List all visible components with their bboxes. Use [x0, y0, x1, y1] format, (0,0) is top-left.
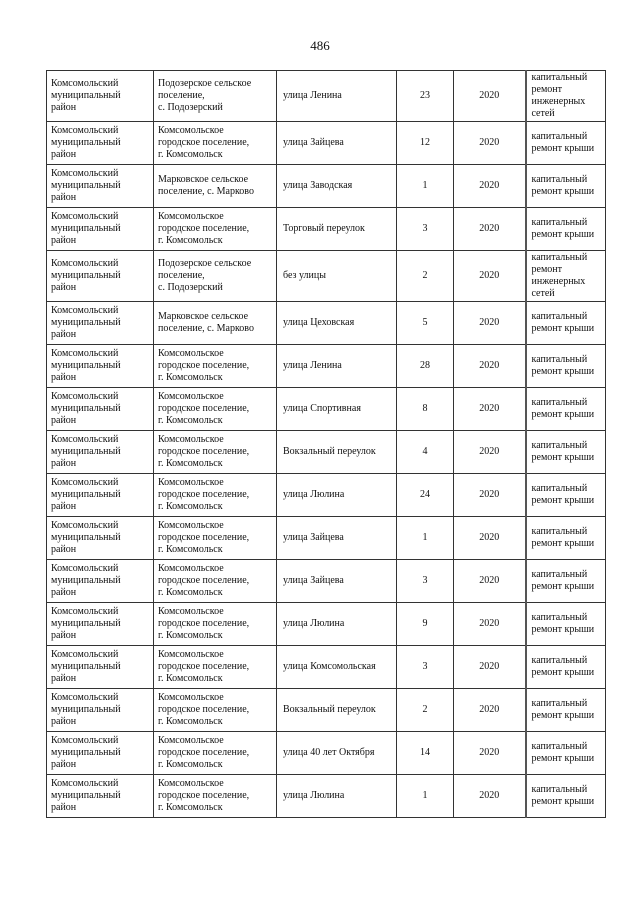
table-row — [47, 732, 606, 775]
cell-house: 23 — [397, 71, 454, 122]
cell-district: Комсомольский муниципальный район — [47, 474, 154, 517]
cell-work: капитальный ремонт крыши — [526, 775, 606, 818]
cell-work: капитальный ремонт крыши — [526, 165, 606, 208]
cell-street: улица Зайцева — [277, 560, 397, 603]
cell-settlement: Комсомольское городское поселение, г. Комсомольск — [154, 646, 277, 689]
cell-street: улица 40 лет Октября — [277, 732, 397, 775]
table-row — [47, 71, 606, 122]
cell-district: Комсомольский муниципальный район — [47, 345, 154, 388]
cell-street: улица Люлина — [277, 775, 397, 818]
cell-year: 2020 — [454, 388, 526, 431]
cell-street: улица Спортивная — [277, 388, 397, 431]
cell-work: капитальный ремонт крыши — [526, 474, 606, 517]
cell-street: улица Заводская — [277, 165, 397, 208]
cell-settlement: Комсомольское городское поселение, г. Комсомольск — [154, 603, 277, 646]
cell-work: капитальный ремонт инженерных сетей — [526, 251, 606, 302]
cell-street: Вокзальный переулок — [277, 431, 397, 474]
cell-settlement: Комсомольское городское поселение, г. Комсомольск — [154, 560, 277, 603]
cell-settlement: Подозерское сельское поселение, с. Подозерский — [154, 251, 277, 302]
cell-year: 2020 — [454, 603, 526, 646]
cell-settlement: Комсомольское городское поселение, г. Комсомольск — [154, 345, 277, 388]
table-row — [47, 165, 606, 208]
cell-street: улица Ленина — [277, 345, 397, 388]
cell-street: улица Люлина — [277, 603, 397, 646]
cell-year: 2020 — [454, 560, 526, 603]
table-row — [47, 388, 606, 431]
cell-street: улица Зайцева — [277, 122, 397, 165]
table-row — [47, 646, 606, 689]
cell-year: 2020 — [454, 474, 526, 517]
cell-house: 8 — [397, 388, 454, 431]
cell-district: Комсомольский муниципальный район — [47, 251, 154, 302]
cell-work: капитальный ремонт крыши — [526, 603, 606, 646]
cell-settlement: Комсомольское городское поселение, г. Комсомольск — [154, 732, 277, 775]
cell-street: улица Комсомольская — [277, 646, 397, 689]
cell-district: Комсомольский муниципальный район — [47, 775, 154, 818]
cell-street: улица Ленина — [277, 71, 397, 122]
cell-district: Комсомольский муниципальный район — [47, 302, 154, 345]
cell-street: улица Люлина — [277, 474, 397, 517]
table-row — [47, 251, 606, 302]
cell-house: 14 — [397, 732, 454, 775]
cell-work: капитальный ремонт крыши — [526, 302, 606, 345]
cell-house: 1 — [397, 775, 454, 818]
table-row — [47, 560, 606, 603]
cell-district: Комсомольский муниципальный район — [47, 208, 154, 251]
cell-work: капитальный ремонт крыши — [526, 732, 606, 775]
cell-year: 2020 — [454, 71, 526, 122]
cell-year: 2020 — [454, 689, 526, 732]
cell-street: улица Цеховская — [277, 302, 397, 345]
table-row — [47, 345, 606, 388]
table-row — [47, 208, 606, 251]
cell-district: Комсомольский муниципальный район — [47, 560, 154, 603]
cell-work: капитальный ремонт крыши — [526, 388, 606, 431]
table-row — [47, 517, 606, 560]
table-row — [47, 689, 606, 732]
cell-year: 2020 — [454, 208, 526, 251]
cell-work: капитальный ремонт крыши — [526, 560, 606, 603]
page-number: 486 — [310, 38, 330, 53]
cell-house: 4 — [397, 431, 454, 474]
cell-house: 2 — [397, 689, 454, 732]
cell-year: 2020 — [454, 646, 526, 689]
cell-house: 1 — [397, 165, 454, 208]
cell-year: 2020 — [454, 775, 526, 818]
cell-district: Комсомольский муниципальный район — [47, 689, 154, 732]
cell-work: капитальный ремонт крыши — [526, 689, 606, 732]
cell-house: 3 — [397, 208, 454, 251]
cell-year: 2020 — [454, 732, 526, 775]
table-row — [47, 431, 606, 474]
cell-district: Комсомольский муниципальный район — [47, 71, 154, 122]
cell-settlement: Комсомольское городское поселение, г. Комсомольск — [154, 474, 277, 517]
cell-district: Комсомольский муниципальный район — [47, 431, 154, 474]
cell-house: 3 — [397, 560, 454, 603]
cell-settlement: Марковское сельское поселение, с. Марково — [154, 165, 277, 208]
cell-house: 28 — [397, 345, 454, 388]
cell-work: капитальный ремонт крыши — [526, 646, 606, 689]
cell-settlement: Комсомольское городское поселение, г. Комсомольск — [154, 689, 277, 732]
cell-district: Комсомольский муниципальный район — [47, 603, 154, 646]
cell-year: 2020 — [454, 165, 526, 208]
repair-schedule-table — [46, 70, 606, 818]
cell-district: Комсомольский муниципальный район — [47, 388, 154, 431]
table-row — [47, 122, 606, 165]
cell-house: 12 — [397, 122, 454, 165]
cell-settlement: Комсомольское городское поселение, г. Комсомольск — [154, 122, 277, 165]
cell-year: 2020 — [454, 122, 526, 165]
cell-work: капитальный ремонт крыши — [526, 208, 606, 251]
cell-house: 5 — [397, 302, 454, 345]
cell-year: 2020 — [454, 517, 526, 560]
table-row — [47, 302, 606, 345]
table-row — [47, 775, 606, 818]
cell-street: Вокзальный переулок — [277, 689, 397, 732]
table-row — [47, 603, 606, 646]
cell-street: улица Зайцева — [277, 517, 397, 560]
cell-work: капитальный ремонт инженерных сетей — [526, 71, 606, 122]
table-row — [47, 474, 606, 517]
cell-house: 2 — [397, 251, 454, 302]
cell-year: 2020 — [454, 251, 526, 302]
cell-settlement: Комсомольское городское поселение, г. Комсомольск — [154, 208, 277, 251]
cell-district: Комсомольский муниципальный район — [47, 165, 154, 208]
cell-house: 1 — [397, 517, 454, 560]
cell-settlement: Комсомольское городское поселение, г. Комсомольск — [154, 775, 277, 818]
cell-settlement: Комсомольское городское поселение, г. Комсомольск — [154, 431, 277, 474]
cell-house: 9 — [397, 603, 454, 646]
cell-settlement: Подозерское сельское поселение, с. Подозерский — [154, 71, 277, 122]
cell-house: 24 — [397, 474, 454, 517]
cell-district: Комсомольский муниципальный район — [47, 732, 154, 775]
cell-district: Комсомольский муниципальный район — [47, 122, 154, 165]
cell-district: Комсомольский муниципальный район — [47, 646, 154, 689]
cell-settlement: Марковское сельское поселение, с. Марково — [154, 302, 277, 345]
cell-settlement: Комсомольское городское поселение, г. Комсомольск — [154, 388, 277, 431]
cell-street: Торговый переулок — [277, 208, 397, 251]
cell-settlement: Комсомольское городское поселение, г. Комсомольск — [154, 517, 277, 560]
cell-street: без улицы — [277, 251, 397, 302]
cell-year: 2020 — [454, 302, 526, 345]
cell-district: Комсомольский муниципальный район — [47, 517, 154, 560]
cell-work: капитальный ремонт крыши — [526, 345, 606, 388]
cell-year: 2020 — [454, 431, 526, 474]
cell-work: капитальный ремонт крыши — [526, 431, 606, 474]
cell-work: капитальный ремонт крыши — [526, 517, 606, 560]
cell-year: 2020 — [454, 345, 526, 388]
cell-house: 3 — [397, 646, 454, 689]
cell-work: капитальный ремонт крыши — [526, 122, 606, 165]
